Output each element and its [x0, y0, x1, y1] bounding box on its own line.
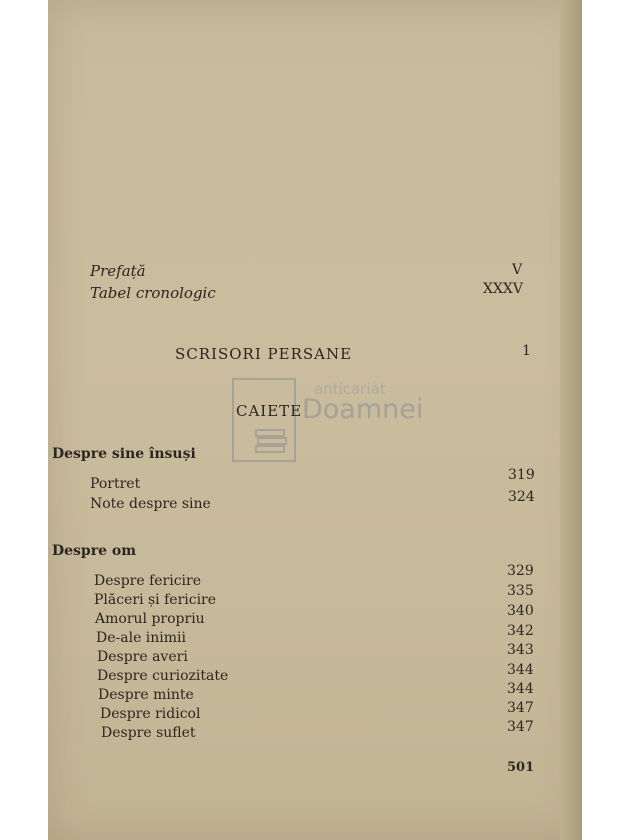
toc-entry-portret: Portret	[90, 476, 141, 492]
toc-entry-despre-fericire: Despre fericire	[94, 573, 202, 589]
toc-entry-despre-ridicol: Despre ridicol	[100, 706, 201, 722]
toc-page-despre-fericire: 329	[507, 563, 534, 579]
watermark-text-line2: Doamnei	[302, 394, 424, 425]
watermark-logo	[232, 378, 422, 462]
part-page-scrisori-persane: 1	[522, 343, 531, 359]
toc-page-despre-averi: 343	[507, 642, 534, 658]
part-title-caiete: CAIETE	[236, 402, 303, 420]
books-icon	[254, 426, 288, 456]
toc-entry-despre-minte: Despre minte	[98, 687, 194, 703]
toc-page-despre-suflet: 347	[507, 719, 534, 735]
toc-entry-despre-suflet: Despre suflet	[101, 725, 196, 741]
toc-entry-prefata: Prefață	[90, 262, 146, 280]
toc-page-amorul-propriu: 340	[507, 603, 534, 619]
toc-page-prefata: V	[512, 262, 523, 278]
toc-entry-despre-averi: Despre averi	[97, 649, 188, 665]
toc-entry-amorul-propriu: Amorul propriu	[95, 611, 205, 627]
toc-entry-placeri-si-fericire: Plăceri și fericire	[94, 592, 217, 608]
toc-page-de-ale-inimii: 342	[507, 623, 534, 639]
page-edge-shadow	[560, 0, 582, 840]
section-title-despre-sine: Despre sine însuși	[52, 446, 196, 462]
toc-page-placeri-si-fericire: 335	[507, 583, 534, 599]
part-title-scrisori-persane: SCRISORI PERSANE	[175, 345, 353, 363]
toc-page-portret: 319	[508, 467, 535, 483]
toc-page-despre-minte: 344	[507, 681, 534, 697]
toc-entry-despre-curiozitate: Despre curiozitate	[97, 668, 229, 684]
toc-entry-de-ale-inimii: De-ale inimii	[96, 630, 187, 646]
toc-page-despre-ridicol: 347	[507, 700, 534, 716]
toc-page-tabel-cronologic: XXXV	[483, 281, 524, 297]
toc-page-despre-curiozitate: 344	[507, 662, 534, 678]
toc-page-note-despre-sine: 324	[508, 489, 535, 505]
footer-page-number: 501	[507, 760, 535, 775]
toc-entry-note-despre-sine: Note despre sine	[90, 496, 211, 512]
toc-entry-tabel-cronologic: Tabel cronologic	[90, 284, 216, 302]
section-title-despre-om: Despre om	[52, 543, 137, 559]
watermark-text-line1: anticariat	[314, 380, 386, 398]
